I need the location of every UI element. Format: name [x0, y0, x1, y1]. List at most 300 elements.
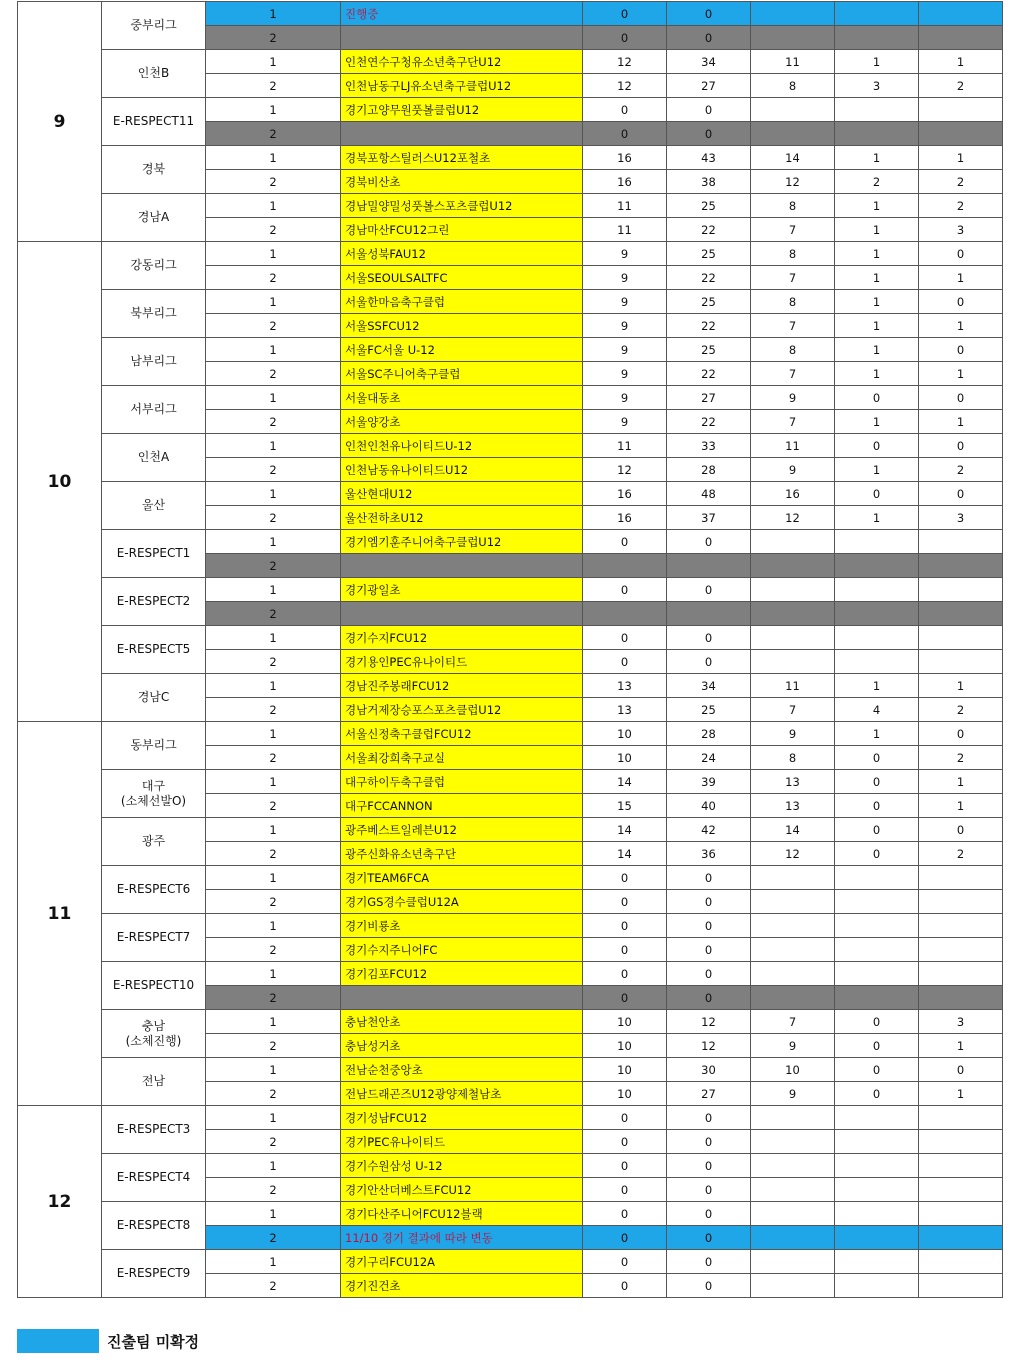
stat-cell-2: 0 [667, 938, 751, 962]
team-cell: 광주신화유소년축구단 [341, 842, 583, 866]
stat-cell-4 [835, 98, 919, 122]
stat-cell-2: 25 [667, 194, 751, 218]
table-row [18, 1154, 1003, 1178]
week-cell: 12 [18, 1106, 102, 1298]
rank-cell: 1 [206, 626, 341, 650]
stat-cell-1: 9 [583, 386, 667, 410]
stat-cell-4 [835, 626, 919, 650]
stat-cell-3 [751, 1274, 835, 1298]
rank-cell: 1 [206, 962, 341, 986]
stat-cell-1: 0 [583, 890, 667, 914]
rank-cell: 2 [206, 938, 341, 962]
team-cell [341, 122, 583, 146]
stat-cell-2: 25 [667, 338, 751, 362]
rank-cell: 2 [206, 170, 341, 194]
table-row [18, 98, 1003, 122]
rank-cell: 1 [206, 146, 341, 170]
stat-cell-4 [835, 890, 919, 914]
stat-cell-5: 1 [919, 410, 1003, 434]
stat-cell-4: 0 [835, 818, 919, 842]
stat-cell-5: 2 [919, 746, 1003, 770]
stat-cell-5 [919, 1106, 1003, 1130]
stat-cell-3: 9 [751, 1082, 835, 1106]
stat-cell-2: 0 [667, 1226, 751, 1250]
team-cell: 서울SSFCU12 [341, 314, 583, 338]
stat-cell-4 [835, 1106, 919, 1130]
stat-cell-5: 2 [919, 458, 1003, 482]
table-row [18, 1202, 1003, 1226]
stat-cell-2: 30 [667, 1058, 751, 1082]
stat-cell-5 [919, 938, 1003, 962]
table-row [18, 1058, 1003, 1082]
stat-cell-2: 37 [667, 506, 751, 530]
stat-cell-4 [835, 1274, 919, 1298]
stat-cell-5 [919, 26, 1003, 50]
stat-cell-3: 13 [751, 794, 835, 818]
team-cell: 경기김포FCU12 [341, 962, 583, 986]
stat-cell-3 [751, 530, 835, 554]
stat-cell-1: 0 [583, 986, 667, 1010]
stat-cell-5 [919, 1250, 1003, 1274]
stat-cell-2: 28 [667, 458, 751, 482]
stat-cell-5: 2 [919, 842, 1003, 866]
table-row [18, 722, 1003, 746]
stat-cell-3: 7 [751, 314, 835, 338]
table-row [18, 1250, 1003, 1274]
table-row [18, 290, 1003, 314]
stat-cell-3: 8 [751, 338, 835, 362]
stat-cell-3: 11 [751, 434, 835, 458]
week-cell: 9 [18, 2, 102, 242]
league-cell: 대구 (소체선발O) [102, 770, 206, 818]
stat-cell-4 [835, 938, 919, 962]
rank-cell: 1 [206, 98, 341, 122]
stat-cell-3: 12 [751, 506, 835, 530]
stat-cell-1: 12 [583, 74, 667, 98]
league-cell: 울산 [102, 482, 206, 530]
rank-cell: 2 [206, 794, 341, 818]
stat-cell-5 [919, 122, 1003, 146]
team-cell: 서울대동초 [341, 386, 583, 410]
stat-cell-4: 1 [835, 50, 919, 74]
team-cell: 경기수원삼성 U-12 [341, 1154, 583, 1178]
stat-cell-2: 43 [667, 146, 751, 170]
stat-cell-3 [751, 914, 835, 938]
rank-cell: 2 [206, 1178, 341, 1202]
stat-cell-4: 1 [835, 338, 919, 362]
stat-cell-5: 1 [919, 770, 1003, 794]
league-cell: 인천A [102, 434, 206, 482]
stat-cell-5 [919, 1202, 1003, 1226]
stat-cell-4 [835, 554, 919, 578]
table-row [18, 50, 1003, 74]
stat-cell-2: 28 [667, 722, 751, 746]
stat-cell-2: 40 [667, 794, 751, 818]
stat-cell-2: 24 [667, 746, 751, 770]
stat-cell-4: 0 [835, 1058, 919, 1082]
stat-cell-4 [835, 2, 919, 26]
stat-cell-4: 0 [835, 386, 919, 410]
stat-cell-1: 0 [583, 938, 667, 962]
stat-cell-4 [835, 1130, 919, 1154]
stat-cell-4 [835, 1154, 919, 1178]
team-cell [341, 26, 583, 50]
team-cell: 서울FC서울 U-12 [341, 338, 583, 362]
stat-cell-2: 0 [667, 914, 751, 938]
rank-cell: 1 [206, 818, 341, 842]
stat-cell-1: 0 [583, 1130, 667, 1154]
stat-cell-5: 0 [919, 1058, 1003, 1082]
stat-cell-3 [751, 1250, 835, 1274]
stat-cell-1: 9 [583, 362, 667, 386]
stat-cell-4: 1 [835, 266, 919, 290]
stat-cell-1: 0 [583, 626, 667, 650]
league-cell: E-RESPECT11 [102, 98, 206, 146]
stat-cell-2: 27 [667, 386, 751, 410]
team-cell: 경기TEAM6FCA [341, 866, 583, 890]
team-cell: 서울SC주니어축구클럽 [341, 362, 583, 386]
stat-cell-3: 8 [751, 746, 835, 770]
stat-cell-2: 0 [667, 986, 751, 1010]
rank-cell: 1 [206, 386, 341, 410]
stat-cell-4: 1 [835, 410, 919, 434]
stat-cell-4 [835, 122, 919, 146]
rank-cell: 2 [206, 1034, 341, 1058]
stat-cell-4: 1 [835, 674, 919, 698]
rank-cell: 1 [206, 1202, 341, 1226]
stat-cell-5 [919, 650, 1003, 674]
rank-cell: 2 [206, 1274, 341, 1298]
stat-cell-5 [919, 98, 1003, 122]
stat-cell-3 [751, 890, 835, 914]
league-cell: 광주 [102, 818, 206, 866]
legend-swatch-undecided [17, 1329, 99, 1353]
stat-cell-2: 0 [667, 1106, 751, 1130]
rank-cell: 1 [206, 1250, 341, 1274]
team-cell: 경기광일초 [341, 578, 583, 602]
team-cell: 인천인천유나이티드U-12 [341, 434, 583, 458]
league-cell: E-RESPECT3 [102, 1106, 206, 1154]
stat-cell-4: 1 [835, 362, 919, 386]
team-cell: 경기수지주니어FC [341, 938, 583, 962]
team-cell: 경기안산더베스트FCU12 [341, 1178, 583, 1202]
stat-cell-4: 0 [835, 770, 919, 794]
team-cell: 진행중 [341, 2, 583, 26]
stat-cell-5: 1 [919, 50, 1003, 74]
stat-cell-1: 9 [583, 242, 667, 266]
stat-cell-3: 9 [751, 722, 835, 746]
stat-cell-4: 0 [835, 794, 919, 818]
stat-cell-1: 0 [583, 1226, 667, 1250]
table-row [18, 242, 1003, 266]
stat-cell-5: 0 [919, 434, 1003, 458]
stat-cell-1: 13 [583, 698, 667, 722]
stat-cell-5: 1 [919, 362, 1003, 386]
standings-body [18, 2, 1003, 1298]
stat-cell-2: 48 [667, 482, 751, 506]
stat-cell-3 [751, 650, 835, 674]
stat-cell-4: 0 [835, 482, 919, 506]
stat-cell-3: 8 [751, 194, 835, 218]
team-cell: 전남순천중앙초 [341, 1058, 583, 1082]
rank-cell: 2 [206, 554, 341, 578]
stat-cell-5: 3 [919, 506, 1003, 530]
stat-cell-1: 0 [583, 1274, 667, 1298]
team-cell [341, 602, 583, 626]
stat-cell-5: 1 [919, 794, 1003, 818]
team-cell: 경남거제장승포스포츠클럽U12 [341, 698, 583, 722]
table-row [18, 386, 1003, 410]
rank-cell: 1 [206, 530, 341, 554]
stat-cell-1: 0 [583, 962, 667, 986]
stat-cell-2: 0 [667, 1274, 751, 1298]
stat-cell-3: 8 [751, 74, 835, 98]
stat-cell-2: 0 [667, 578, 751, 602]
stat-cell-2: 34 [667, 674, 751, 698]
rank-cell: 1 [206, 482, 341, 506]
rank-cell: 1 [206, 290, 341, 314]
stat-cell-1: 14 [583, 842, 667, 866]
stat-cell-2: 12 [667, 1010, 751, 1034]
team-cell: 경북비산초 [341, 170, 583, 194]
league-cell: 강동리그 [102, 242, 206, 290]
stat-cell-3 [751, 122, 835, 146]
stat-cell-5 [919, 2, 1003, 26]
stat-cell-5 [919, 1154, 1003, 1178]
stat-cell-2: 0 [667, 1202, 751, 1226]
stat-cell-1: 0 [583, 26, 667, 50]
stat-cell-3: 9 [751, 386, 835, 410]
standings-table [17, 1, 1003, 1298]
stat-cell-5: 3 [919, 218, 1003, 242]
stat-cell-5 [919, 1130, 1003, 1154]
stat-cell-3 [751, 986, 835, 1010]
table-row [18, 194, 1003, 218]
team-cell: 충남성거초 [341, 1034, 583, 1058]
team-cell: 경기구리FCU12A [341, 1250, 583, 1274]
league-cell: 북부리그 [102, 290, 206, 338]
rank-cell: 1 [206, 2, 341, 26]
rank-cell: 2 [206, 650, 341, 674]
stat-cell-2 [667, 554, 751, 578]
team-cell: 경북포항스틸러스U12포철초 [341, 146, 583, 170]
stat-cell-1: 12 [583, 458, 667, 482]
team-cell: 서울한마음축구클럽 [341, 290, 583, 314]
rank-cell: 2 [206, 1082, 341, 1106]
stat-cell-5: 1 [919, 146, 1003, 170]
team-cell: 울산전하초U12 [341, 506, 583, 530]
table-row [18, 434, 1003, 458]
rank-cell: 1 [206, 722, 341, 746]
stat-cell-1: 11 [583, 194, 667, 218]
league-cell: 중부리그 [102, 2, 206, 50]
team-cell: 서울신정축구클럽FCU12 [341, 722, 583, 746]
stat-cell-2: 0 [667, 98, 751, 122]
stat-cell-3: 13 [751, 770, 835, 794]
stat-cell-1: 9 [583, 266, 667, 290]
stat-cell-5: 3 [919, 1010, 1003, 1034]
stat-cell-1 [583, 602, 667, 626]
league-cell: 전남 [102, 1058, 206, 1106]
league-cell: 경남A [102, 194, 206, 242]
stat-cell-1: 0 [583, 1202, 667, 1226]
rank-cell: 2 [206, 458, 341, 482]
league-cell: E-RESPECT9 [102, 1250, 206, 1298]
rank-cell: 2 [206, 602, 341, 626]
rank-cell: 2 [206, 410, 341, 434]
league-cell: E-RESPECT7 [102, 914, 206, 962]
stat-cell-3: 7 [751, 698, 835, 722]
stat-cell-5: 0 [919, 818, 1003, 842]
league-cell: 경북 [102, 146, 206, 194]
stat-cell-2: 0 [667, 626, 751, 650]
stat-cell-5: 0 [919, 338, 1003, 362]
team-cell: 인천연수구청유소년축구단U12 [341, 50, 583, 74]
stat-cell-2: 22 [667, 410, 751, 434]
stat-cell-2: 42 [667, 818, 751, 842]
stat-cell-3: 7 [751, 410, 835, 434]
team-cell: 경기성남FCU12 [341, 1106, 583, 1130]
stat-cell-1: 0 [583, 1250, 667, 1274]
stat-cell-2: 27 [667, 74, 751, 98]
team-cell: 경기엠기훈주니어축구클럽U12 [341, 530, 583, 554]
rank-cell: 1 [206, 770, 341, 794]
stat-cell-5 [919, 554, 1003, 578]
stat-cell-3 [751, 602, 835, 626]
legend-label: 진출팀 미확정 [107, 1332, 200, 1351]
stat-cell-5: 0 [919, 290, 1003, 314]
stat-cell-3: 16 [751, 482, 835, 506]
stat-cell-1: 13 [583, 674, 667, 698]
stat-cell-2: 0 [667, 962, 751, 986]
table-row [18, 1106, 1003, 1130]
stat-cell-3 [751, 1130, 835, 1154]
stat-cell-5 [919, 962, 1003, 986]
table-row [18, 866, 1003, 890]
stat-cell-1: 9 [583, 410, 667, 434]
team-cell: 경기비룡초 [341, 914, 583, 938]
stat-cell-4 [835, 1250, 919, 1274]
stat-cell-4: 0 [835, 434, 919, 458]
stat-cell-1: 15 [583, 794, 667, 818]
rank-cell: 2 [206, 266, 341, 290]
stat-cell-3: 9 [751, 1034, 835, 1058]
team-cell: 11/10 경기 결과에 따라 변동 [341, 1226, 583, 1250]
team-cell: 서울최강희축구교실 [341, 746, 583, 770]
league-cell: 남부리그 [102, 338, 206, 386]
stat-cell-2: 0 [667, 26, 751, 50]
stat-cell-3 [751, 554, 835, 578]
stat-cell-2: 25 [667, 242, 751, 266]
stat-cell-1: 9 [583, 314, 667, 338]
stat-cell-4: 0 [835, 842, 919, 866]
stat-cell-1: 16 [583, 146, 667, 170]
stat-cell-2: 0 [667, 1154, 751, 1178]
stat-cell-3: 7 [751, 218, 835, 242]
stat-cell-2: 27 [667, 1082, 751, 1106]
stat-cell-4: 1 [835, 458, 919, 482]
stat-cell-3: 8 [751, 290, 835, 314]
stat-cell-2: 22 [667, 362, 751, 386]
stat-cell-1: 9 [583, 338, 667, 362]
team-cell: 울산현대U12 [341, 482, 583, 506]
rank-cell: 2 [206, 74, 341, 98]
rank-cell: 1 [206, 1058, 341, 1082]
stat-cell-1: 10 [583, 1082, 667, 1106]
stat-cell-1: 10 [583, 1058, 667, 1082]
stat-cell-5: 1 [919, 1034, 1003, 1058]
stat-cell-3: 11 [751, 674, 835, 698]
stat-cell-5: 1 [919, 266, 1003, 290]
table-row [18, 146, 1003, 170]
stat-cell-2: 0 [667, 530, 751, 554]
rank-cell: 1 [206, 1106, 341, 1130]
stat-cell-4 [835, 866, 919, 890]
rank-cell: 1 [206, 50, 341, 74]
team-cell: 경남밀양밀성풋볼스포츠클럽U12 [341, 194, 583, 218]
rank-cell: 1 [206, 1154, 341, 1178]
stat-cell-5: 0 [919, 242, 1003, 266]
stat-cell-4 [835, 602, 919, 626]
stat-cell-2: 33 [667, 434, 751, 458]
rank-cell: 1 [206, 1010, 341, 1034]
team-cell: 경기수지FCU12 [341, 626, 583, 650]
stat-cell-2: 0 [667, 1130, 751, 1154]
stat-cell-5 [919, 530, 1003, 554]
stat-cell-4: 4 [835, 698, 919, 722]
team-cell: 인천남동구LJ유소년축구클럽U12 [341, 74, 583, 98]
stat-cell-5 [919, 626, 1003, 650]
stat-cell-2: 0 [667, 1250, 751, 1274]
league-cell: E-RESPECT8 [102, 1202, 206, 1250]
stat-cell-2: 22 [667, 218, 751, 242]
stat-cell-3 [751, 1202, 835, 1226]
stat-cell-1: 16 [583, 506, 667, 530]
stat-cell-1 [583, 554, 667, 578]
stat-cell-1: 16 [583, 170, 667, 194]
stat-cell-3: 11 [751, 50, 835, 74]
team-cell: 경기다산주니어FCU12블랙 [341, 1202, 583, 1226]
stat-cell-4 [835, 1226, 919, 1250]
table-row [18, 578, 1003, 602]
stat-cell-4 [835, 1202, 919, 1226]
league-cell: E-RESPECT10 [102, 962, 206, 1010]
stat-cell-3: 12 [751, 170, 835, 194]
rank-cell: 2 [206, 698, 341, 722]
league-cell: 동부리그 [102, 722, 206, 770]
stat-cell-2: 0 [667, 2, 751, 26]
rank-cell: 1 [206, 242, 341, 266]
stat-cell-3: 7 [751, 362, 835, 386]
stat-cell-2: 34 [667, 50, 751, 74]
team-cell: 서울양강초 [341, 410, 583, 434]
stat-cell-3: 12 [751, 842, 835, 866]
stat-cell-5: 2 [919, 194, 1003, 218]
stat-cell-5: 0 [919, 482, 1003, 506]
stat-cell-1: 0 [583, 530, 667, 554]
rank-cell: 1 [206, 578, 341, 602]
stat-cell-4: 1 [835, 290, 919, 314]
stat-cell-3: 8 [751, 242, 835, 266]
stat-cell-1: 0 [583, 1106, 667, 1130]
stat-cell-1: 0 [583, 914, 667, 938]
stat-cell-2: 0 [667, 866, 751, 890]
stat-cell-2: 0 [667, 650, 751, 674]
team-cell: 대구FCCANNON [341, 794, 583, 818]
stat-cell-1: 10 [583, 1010, 667, 1034]
rank-cell: 2 [206, 218, 341, 242]
stat-cell-4 [835, 530, 919, 554]
